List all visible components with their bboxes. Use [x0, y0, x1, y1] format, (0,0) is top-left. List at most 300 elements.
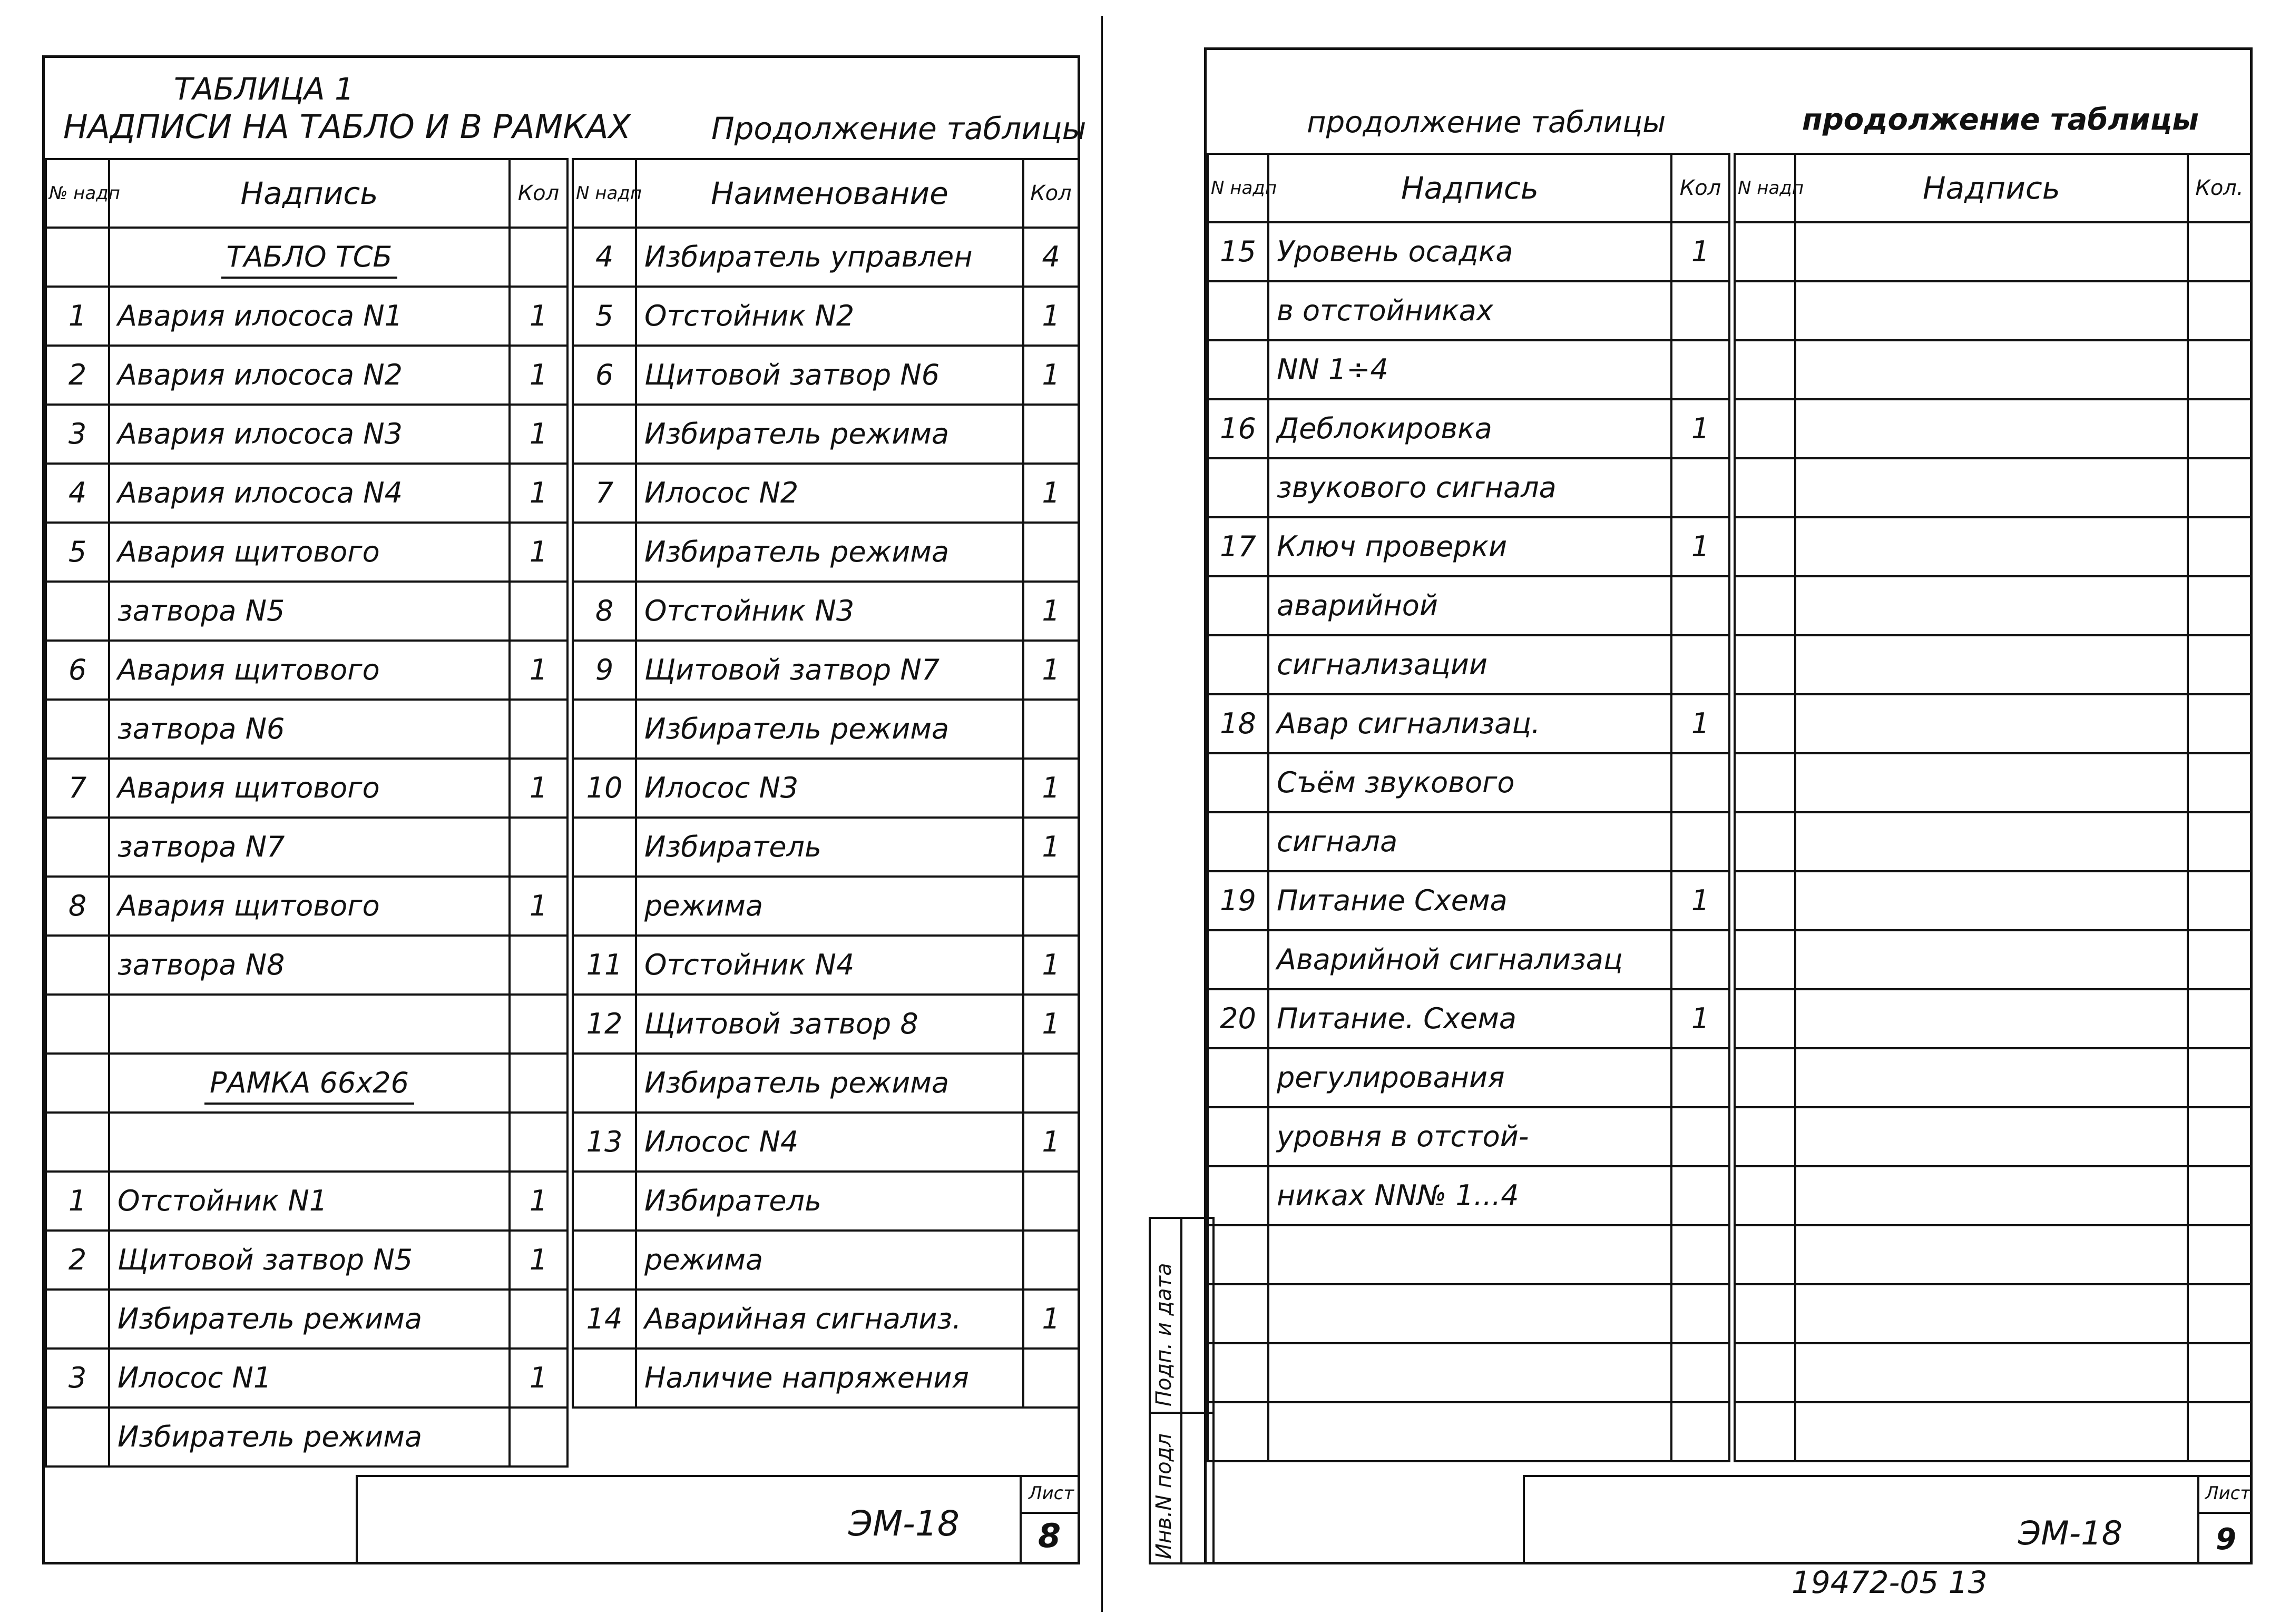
stamp-left-line [356, 1475, 358, 1564]
row-text: Авария илососа N4 [109, 464, 510, 523]
row-number: 16 [1208, 399, 1268, 458]
row-text: Илосос N1 [109, 1349, 510, 1408]
empty-cell [1735, 1225, 1795, 1284]
row-number [46, 1290, 109, 1349]
row-text: затвора N5 [109, 582, 510, 641]
table-row [1735, 399, 2251, 458]
row-text: в отстойниках [1268, 281, 1671, 340]
col-header-qty: Кол [510, 159, 567, 228]
row-qty [1671, 1343, 1729, 1402]
row-text [109, 1054, 510, 1113]
row-text: Избиратель режима [636, 405, 1023, 464]
table-row [573, 759, 1079, 818]
table-row [573, 1054, 1079, 1113]
col-header-number: N надп [1735, 154, 1795, 222]
row-qty: 1 [1023, 818, 1079, 877]
table-row [46, 936, 567, 995]
row-text: Избиратель режима [636, 523, 1023, 582]
row-text: сигнала [1268, 812, 1671, 871]
row-text: режима [636, 877, 1023, 936]
empty-cell [1735, 812, 1795, 871]
row-qty: 1 [510, 287, 567, 346]
table-row [1735, 753, 2251, 812]
row-number [46, 228, 109, 287]
empty-cell [1735, 1048, 1795, 1107]
table-c [1207, 153, 1730, 1462]
row-text: Наличие напряжения [636, 1349, 1023, 1408]
row-qty [1671, 753, 1729, 812]
empty-cell [2188, 753, 2251, 812]
stamp-sheet-divider [2197, 1475, 2199, 1564]
row-text: Избиратель управлен [636, 228, 1023, 287]
row-qty: 1 [1671, 222, 1729, 281]
table-row [1735, 1343, 2251, 1402]
table-row [1735, 930, 2251, 989]
row-qty [1671, 1284, 1729, 1343]
empty-cell [1795, 1225, 2188, 1284]
row-number: 4 [46, 464, 109, 523]
empty-cell [1735, 871, 1795, 930]
empty-cell [1795, 812, 2188, 871]
row-number [573, 818, 636, 877]
row-qty: 1 [1671, 517, 1729, 576]
empty-cell [2188, 222, 2251, 281]
row-text: Щитовой затвор 8 [636, 995, 1023, 1054]
row-number: 8 [573, 582, 636, 641]
row-text: Отстойник N2 [636, 287, 1023, 346]
row-number: 4 [573, 228, 636, 287]
table-row [46, 1113, 567, 1172]
row-text: Питание. Схема [1268, 989, 1671, 1048]
stamp-sheet-divider [1020, 1475, 1022, 1564]
table-row [1735, 1107, 2251, 1166]
row-text: уровня в отстой- [1268, 1107, 1671, 1166]
table-b [572, 158, 1080, 1409]
row-qty [510, 1408, 567, 1466]
table-row [46, 523, 567, 582]
empty-cell [1795, 694, 2188, 753]
row-number [573, 1172, 636, 1231]
empty-cell [1735, 517, 1795, 576]
table-row [573, 995, 1079, 1054]
table-row [573, 582, 1079, 641]
table-row [46, 228, 567, 287]
row-text: затвора N8 [109, 936, 510, 995]
bottom-note: 19472-05 13 [1792, 1564, 1988, 1600]
row-qty: 1 [1023, 1290, 1079, 1349]
empty-cell [1735, 222, 1795, 281]
col-header-inscription: Надпись [109, 159, 510, 228]
row-qty [1671, 1402, 1729, 1461]
row-text: Избиратель режима [109, 1290, 510, 1349]
empty-cell [1795, 1166, 2188, 1225]
row-number [1208, 812, 1268, 871]
side-strip-sep [1149, 1412, 1215, 1414]
empty-cell [2188, 1166, 2251, 1225]
row-number [1208, 1225, 1268, 1284]
empty-cell [1795, 1107, 2188, 1166]
table-row [1735, 871, 2251, 930]
stamp-sheet-number: 8 [1038, 1517, 1061, 1555]
table-row [1208, 1107, 1729, 1166]
table-row [46, 818, 567, 877]
row-qty: 1 [510, 877, 567, 936]
row-text [109, 995, 510, 1054]
table-row [573, 464, 1079, 523]
empty-cell [2188, 989, 2251, 1048]
table-row [1735, 1166, 2251, 1225]
side-label-signature: Подп. и дата [1152, 1263, 1176, 1406]
table-row [1735, 458, 2251, 517]
empty-cell [1735, 458, 1795, 517]
side-strip-divider [1180, 1217, 1182, 1564]
empty-cell [1795, 399, 2188, 458]
row-qty: 1 [1671, 871, 1729, 930]
row-qty [1671, 635, 1729, 694]
table-row [46, 1349, 567, 1408]
row-number [1208, 1107, 1268, 1166]
row-text: затвора N7 [109, 818, 510, 877]
empty-cell [1735, 635, 1795, 694]
empty-cell [2188, 1402, 2251, 1461]
row-number: 5 [573, 287, 636, 346]
row-qty [1671, 812, 1729, 871]
row-number [46, 936, 109, 995]
col-header-qty: Кол [1023, 159, 1079, 228]
row-number: 6 [46, 641, 109, 700]
table-row [1208, 1343, 1729, 1402]
table-row [46, 995, 567, 1054]
row-number: 7 [573, 464, 636, 523]
empty-cell [1795, 871, 2188, 930]
table-d [1734, 153, 2252, 1462]
empty-cell [1795, 989, 2188, 1048]
row-text: затвора N6 [109, 700, 510, 759]
table-row [573, 346, 1079, 405]
table-row [1208, 871, 1729, 930]
row-qty [510, 582, 567, 641]
fold-line [1101, 16, 1103, 1612]
table-row [573, 641, 1079, 700]
row-text [109, 228, 510, 287]
row-number: 18 [1208, 694, 1268, 753]
row-number [1208, 1402, 1268, 1461]
row-text: Щитовой затвор N5 [109, 1231, 510, 1290]
row-text: Илосос N3 [636, 759, 1023, 818]
row-qty: 1 [1671, 989, 1729, 1048]
stamp-top-line [1523, 1475, 2253, 1477]
table-row [46, 1054, 567, 1113]
empty-cell [2188, 1343, 2251, 1402]
empty-cell [1795, 340, 2188, 399]
table-row [46, 700, 567, 759]
empty-cell [1735, 340, 1795, 399]
table-row [573, 523, 1079, 582]
row-number [573, 405, 636, 464]
row-qty [1023, 700, 1079, 759]
row-qty [510, 1290, 567, 1349]
row-number: 17 [1208, 517, 1268, 576]
row-number: 9 [573, 641, 636, 700]
table-row [46, 759, 567, 818]
col-header-number: N надп [1208, 154, 1268, 222]
table-row [1208, 340, 1729, 399]
row-qty: 1 [510, 464, 567, 523]
row-qty: 1 [510, 523, 567, 582]
col-header-number: N надп [573, 159, 636, 228]
empty-cell [2188, 1107, 2251, 1166]
stamp-sheet-divider-h [2197, 1512, 2253, 1514]
row-text: Авария щитового [109, 641, 510, 700]
row-text: Щитовой затвор N6 [636, 346, 1023, 405]
table-row [1208, 1048, 1729, 1107]
col-header-inscription: Надпись [1795, 154, 2188, 222]
row-qty [1023, 1231, 1079, 1290]
table-row [573, 1172, 1079, 1231]
row-text: регулирования [1268, 1048, 1671, 1107]
row-number: 14 [573, 1290, 636, 1349]
table-row [573, 936, 1079, 995]
table-row [1208, 1402, 1729, 1461]
row-qty: 1 [510, 759, 567, 818]
table-row [46, 1408, 567, 1466]
row-qty [1671, 340, 1729, 399]
empty-cell [2188, 1284, 2251, 1343]
empty-cell [1795, 635, 2188, 694]
row-number [46, 995, 109, 1054]
table-row [1735, 989, 2251, 1048]
row-number: 7 [46, 759, 109, 818]
empty-cell [1795, 753, 2188, 812]
row-number [46, 1408, 109, 1466]
table-row [1208, 517, 1729, 576]
table-row [1208, 930, 1729, 989]
col-header-qty: Кол [1671, 154, 1729, 222]
empty-cell [2188, 694, 2251, 753]
row-text: Съём звукового [1268, 753, 1671, 812]
row-text: аварийной [1268, 576, 1671, 635]
table-row [1735, 340, 2251, 399]
stamp-code: ЭМ-18 [848, 1503, 960, 1544]
row-qty: 1 [1023, 936, 1079, 995]
table-row [1208, 1284, 1729, 1343]
row-qty [510, 228, 567, 287]
row-qty [510, 936, 567, 995]
row-number [46, 1113, 109, 1172]
side-label-inventory: Инв.N подл [1152, 1433, 1176, 1559]
row-number [1208, 635, 1268, 694]
empty-cell [1735, 1107, 1795, 1166]
row-number [1208, 1343, 1268, 1402]
table-row [46, 641, 567, 700]
empty-cell [1735, 1166, 1795, 1225]
row-text [109, 1113, 510, 1172]
row-number [573, 700, 636, 759]
stamp-sheet-divider-h [1020, 1512, 1080, 1514]
row-text: Аварийной сигнализац [1268, 930, 1671, 989]
row-number [573, 1231, 636, 1290]
row-number [1208, 340, 1268, 399]
row-qty [1671, 1166, 1729, 1225]
row-text [1268, 1284, 1671, 1343]
row-text: Избиратель режима [109, 1408, 510, 1466]
row-number [46, 1054, 109, 1113]
row-qty: 1 [1023, 1113, 1079, 1172]
row-text: NN 1÷4 [1268, 340, 1671, 399]
row-qty: 1 [1023, 995, 1079, 1054]
row-qty: 1 [510, 1231, 567, 1290]
row-number [46, 582, 109, 641]
table-row [46, 582, 567, 641]
empty-cell [1795, 1343, 2188, 1402]
table-row [1735, 1048, 2251, 1107]
row-qty: 1 [1671, 399, 1729, 458]
table-row [1735, 1284, 2251, 1343]
empty-cell [2188, 1225, 2251, 1284]
row-qty [1023, 1054, 1079, 1113]
continuation-label-1: продолжение таблицы [1307, 105, 1666, 140]
row-number: 5 [46, 523, 109, 582]
table-row [1735, 281, 2251, 340]
row-text: Авария илососа N1 [109, 287, 510, 346]
table-row [573, 700, 1079, 759]
table-row [1735, 1402, 2251, 1461]
table-row [1735, 635, 2251, 694]
table-row [573, 1231, 1079, 1290]
row-text: Аварийная сигнализ. [636, 1290, 1023, 1349]
row-text: Авария илососа N3 [109, 405, 510, 464]
row-number: 13 [573, 1113, 636, 1172]
row-number [573, 1349, 636, 1408]
row-qty: 1 [1023, 346, 1079, 405]
row-qty: 1 [510, 1349, 567, 1408]
empty-cell [1795, 930, 2188, 989]
row-number [1208, 930, 1268, 989]
row-text: Илосос N4 [636, 1113, 1023, 1172]
table-row [573, 818, 1079, 877]
table-row [1735, 576, 2251, 635]
row-text: режима [636, 1231, 1023, 1290]
row-text: Ключ проверки [1268, 517, 1671, 576]
section-title: ТАБЛО ТСБ [221, 240, 398, 279]
row-text: Избиратель [636, 818, 1023, 877]
empty-cell [2188, 871, 2251, 930]
row-text: Отстойник N4 [636, 936, 1023, 995]
empty-cell [1795, 458, 2188, 517]
table-row [573, 1113, 1079, 1172]
row-number: 15 [1208, 222, 1268, 281]
empty-cell [1795, 576, 2188, 635]
row-qty [510, 818, 567, 877]
row-number: 2 [46, 1231, 109, 1290]
table-row [1208, 281, 1729, 340]
empty-cell [2188, 1048, 2251, 1107]
row-qty [1023, 523, 1079, 582]
row-qty [1671, 458, 1729, 517]
row-qty: 1 [1023, 287, 1079, 346]
row-text: Избиратель режима [636, 1054, 1023, 1113]
table-row [46, 1231, 567, 1290]
col-header-inscription: Надпись [1268, 154, 1671, 222]
row-number [573, 1054, 636, 1113]
row-text [1268, 1225, 1671, 1284]
table-title: ТАБЛИЦА 1 [174, 71, 354, 107]
table-row [1208, 1225, 1729, 1284]
table-row [1208, 989, 1729, 1048]
row-qty [1671, 1048, 1729, 1107]
table-row [1208, 458, 1729, 517]
row-number [46, 700, 109, 759]
row-text: Илосос N2 [636, 464, 1023, 523]
row-number [1208, 458, 1268, 517]
stamp-top-line [356, 1475, 1080, 1477]
row-number [1208, 281, 1268, 340]
row-number [1208, 576, 1268, 635]
table-row [573, 405, 1079, 464]
row-qty [1671, 1107, 1729, 1166]
row-qty [1023, 877, 1079, 936]
row-text: Избиратель режима [636, 700, 1023, 759]
table-heading: НАДПИСИ НА ТАБЛО И В РАМКАХ [63, 107, 631, 146]
row-text: Авар сигнализац. [1268, 694, 1671, 753]
row-text: Деблокировка [1268, 399, 1671, 458]
row-qty [1671, 576, 1729, 635]
stamp-sheet-label: Лист [1029, 1483, 1074, 1504]
table-row [1735, 222, 2251, 281]
table-row [1208, 222, 1729, 281]
table-row [46, 346, 567, 405]
row-qty: 1 [1023, 641, 1079, 700]
row-number [46, 818, 109, 877]
section-title: РАМКА 66х26 [204, 1066, 414, 1105]
row-qty: 1 [510, 405, 567, 464]
row-qty: 1 [1023, 759, 1079, 818]
table-row [1208, 694, 1729, 753]
row-text [1268, 1343, 1671, 1402]
table-row [46, 287, 567, 346]
table-row [1208, 1166, 1729, 1225]
stamp-sheet-label: Лист [2205, 1483, 2251, 1504]
row-text: Отстойник N3 [636, 582, 1023, 641]
empty-cell [1735, 753, 1795, 812]
empty-cell [1795, 517, 2188, 576]
table-row [573, 1290, 1079, 1349]
row-number: 19 [1208, 871, 1268, 930]
table-row [1735, 812, 2251, 871]
row-number: 8 [46, 877, 109, 936]
table-row [1735, 1225, 2251, 1284]
row-text: Отстойник N1 [109, 1172, 510, 1231]
empty-cell [1735, 281, 1795, 340]
stamp-left-line [1523, 1475, 1525, 1564]
row-number: 11 [573, 936, 636, 995]
row-qty [510, 995, 567, 1054]
empty-cell [1735, 989, 1795, 1048]
row-text: Авария щитового [109, 523, 510, 582]
table-row [1208, 635, 1729, 694]
row-qty [510, 700, 567, 759]
row-number: 10 [573, 759, 636, 818]
row-text: звукового сигнала [1268, 458, 1671, 517]
table-row [1208, 576, 1729, 635]
empty-cell [1795, 1048, 2188, 1107]
row-qty: 1 [510, 1172, 567, 1231]
empty-cell [1795, 1284, 2188, 1343]
row-number [1208, 1284, 1268, 1343]
row-qty [1023, 1349, 1079, 1408]
row-text: никах NN№ 1...4 [1268, 1166, 1671, 1225]
empty-cell [1735, 399, 1795, 458]
